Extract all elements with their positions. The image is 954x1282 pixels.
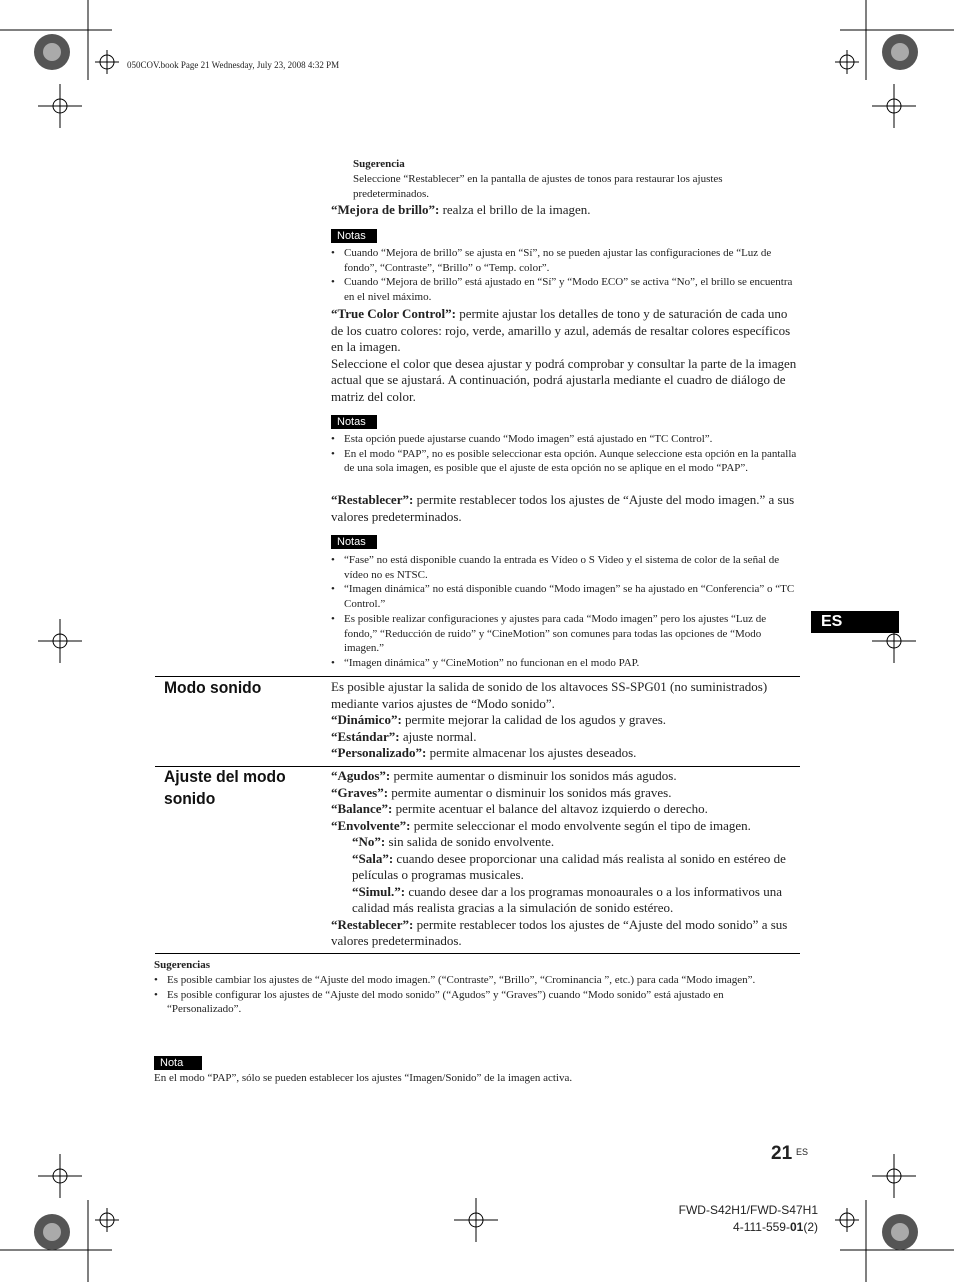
item-text: permite mejorar la calidad de los agudos y graves. — [401, 712, 667, 727]
page-suffix: ES — [796, 1147, 809, 1157]
item-label: “Sala”: — [352, 850, 394, 866]
item-text: ajuste normal. — [399, 728, 477, 744]
sugerencias-block — [154, 958, 800, 1017]
list-item: • “Imagen dinámica” y “CineMotion” no funcionan en el modo PAP. — [331, 656, 800, 671]
list-item — [331, 729, 800, 746]
notas-tag — [331, 532, 377, 550]
item-label: “Personalizado”: — [331, 745, 427, 760]
star-target-icon — [882, 1214, 918, 1250]
notas-tag — [331, 412, 377, 430]
crosshair-target-icon — [835, 1208, 859, 1232]
notas-label: Notas — [331, 229, 377, 243]
list-item — [331, 745, 800, 762]
notas-label: Notas — [331, 415, 377, 429]
crosshair-target-icon — [872, 1154, 916, 1198]
notas-tag — [331, 226, 377, 244]
crosshair-target-icon — [38, 1154, 82, 1198]
crosshair-target-icon — [38, 619, 82, 663]
mejora-brillo-item — [331, 202, 800, 219]
item-label: “Envolvente”: — [331, 817, 411, 833]
crosshair-target-icon — [835, 50, 859, 74]
star-target-icon — [34, 34, 70, 70]
ajuste-body — [331, 768, 800, 950]
code-prefix: 4-111-559- — [733, 1220, 790, 1234]
title-line: sonido — [164, 789, 216, 808]
notas-list-2 — [331, 432, 800, 476]
item-text: permite seleccionar el modo envolvente según el tipo de imagen. — [410, 817, 751, 833]
item-text: cuando desee proporcionar una calidad más realista al sonido en estéreo de películas o programas musicales. — [352, 850, 786, 882]
crosshair-target-icon — [95, 1208, 119, 1232]
list-item — [331, 917, 800, 950]
item-label: “Estándar”: — [331, 728, 400, 744]
sugerencia-block — [353, 157, 793, 202]
item-text: realza el brillo de la imagen. — [439, 202, 591, 217]
item-text: permite aumentar o disminuir los sonidos más agudos. — [390, 768, 677, 783]
item-label: “Graves”: — [331, 784, 389, 800]
item-label: “Mejora de brillo”: — [331, 202, 440, 217]
crosshair-target-icon — [95, 50, 119, 74]
list-item: • Es posible cambiar los ajustes de “Ajuste del modo imagen.” (“Contraste”, “Brillo”, “Crominancia ”, etc.) para cada “Modo imagen”. — [154, 973, 800, 988]
file-info-header: 050COV.book Page 21 Wednesday, July 23, 2008 4:32 PM — [127, 60, 340, 70]
item-label: “Restablecer”: — [331, 916, 414, 932]
section-intro: Es posible ajustar la salida de sonido de los altavoces SS-SPG01 (no suministrados) mediante varios ajustes de “Modo sonido”. — [331, 679, 768, 711]
list-item: • En el modo “PAP”, no es posible seleccionar esta opción. Aunque seleccione esta opción en la pantalla de una sola imagen, es posible que el ajuste de esta opción no se aplique en el modo “PAP”. — [331, 447, 800, 476]
crosshair-target-icon — [872, 84, 916, 128]
item-label: “True Color Control”: — [331, 306, 456, 321]
item-text: permite almacenar los ajustes deseados. — [426, 745, 637, 760]
sugerencia-text: Seleccione “Restablecer” en la pantalla de ajustes de tonos para restaurar los ajustes predeterminados. — [353, 173, 723, 200]
list-item — [331, 884, 800, 917]
item-text: permite ajustar los detalles de tono y de saturación de cada uno de los cuatro colores: rojo, verde, amarillo y azul, además de resaltar colores específicos en la imagen. — [331, 306, 791, 354]
sugerencias-title: Sugerencias — [154, 959, 211, 971]
list-item — [331, 818, 800, 835]
model-number: FWD-S42H1/FWD-S47H1 — [678, 1203, 818, 1217]
section-title-ajuste-modo-sonido — [164, 766, 286, 810]
item-label: “Dinámico”: — [331, 712, 402, 727]
star-target-icon — [34, 1214, 70, 1250]
item-label: “Simul.”: — [352, 883, 406, 899]
list-item — [331, 785, 800, 802]
nota-tag — [154, 1053, 202, 1071]
notas-label: Notas — [331, 535, 377, 549]
item-text: permite restablecer todos los ajustes de “Ajuste del modo imagen.” a sus valores predeterminados. — [331, 492, 795, 524]
true-color-control-item — [331, 306, 800, 405]
document-code — [733, 1220, 818, 1234]
section-divider — [155, 953, 800, 954]
code-suffix: (2) — [803, 1220, 818, 1234]
item-text: permite aumentar o disminuir los sonidos más graves. — [388, 784, 672, 800]
item-label: “No”: — [352, 834, 386, 849]
crosshair-target-icon — [38, 84, 82, 128]
restablecer-item — [331, 492, 800, 525]
list-item — [331, 851, 800, 884]
list-item: • Esta opción puede ajustarse cuando “Modo imagen” está ajustado en “TC Control”. — [331, 432, 800, 447]
item-label: “Restablecer”: — [331, 492, 414, 507]
item-text: cuando desee dar a los programas monoaurales o a los informativos una calidad más realista gracias a la simulación de sonido estéreo. — [352, 883, 782, 915]
page-number: 21 — [771, 1143, 793, 1164]
crosshair-target-icon — [454, 1198, 498, 1242]
item-text: permite acentuar el balance del altavoz izquierdo o derecho. — [392, 801, 708, 816]
notas-list-1 — [331, 246, 800, 305]
list-item: • “Imagen dinámica” no está disponible cuando “Modo imagen” se ha ajustado en “Conferencia” o “TC Control.” — [331, 582, 800, 611]
code-version: 01 — [789, 1220, 804, 1234]
list-item — [331, 768, 800, 785]
notas-list-3 — [331, 553, 800, 671]
title-line: Ajuste del modo — [164, 767, 286, 786]
list-item — [331, 834, 800, 851]
list-item: • Cuando “Mejora de brillo” está ajustado en “Sí” y “Modo ECO” se activa “No”, el brillo se encuentra en el nivel máximo. — [331, 275, 800, 304]
list-item: • Es posible configurar los ajustes de “Ajuste del modo sonido” (“Agudos” y “Graves”) cuando “Modo sonido” está ajustado en “Personalizado”. — [154, 988, 800, 1017]
modo-sonido-body — [331, 679, 800, 762]
list-item — [331, 801, 800, 818]
list-item: • “Fase” no está disponible cuando la entrada es Vídeo o S Video y el sistema de color de la señal de vídeo no es NTSC. — [331, 553, 800, 582]
nota-label: Nota — [154, 1056, 202, 1070]
item-label: “Agudos”: — [331, 768, 391, 783]
item-text: sin salida de sonido envolvente. — [385, 834, 555, 849]
list-item: • Cuando “Mejora de brillo” se ajusta en “Sí”, no se pueden ajustar las configuraciones de “Luz de fondo”, “Contraste”, “Brillo” o “Temp. color”. — [331, 246, 800, 275]
sugerencia-title: Sugerencia — [353, 158, 405, 170]
item-text-2: Seleccione el color que desea ajustar y podrá comprobar y consultar la parte de la imagen actual que se ajustará. A continuación, podrá ajustarla mediante el cuadro de diálogo de matriz del color. — [331, 355, 797, 404]
list-item: • Es posible realizar configuraciones y ajustes para cada “Modo imagen” pero los ajustes “Luz de fondo,” “Reducción de ruido” y “CineMotion” son comunes para todas las opciones de “Modo imagen.” — [331, 612, 800, 656]
list-item — [331, 712, 800, 729]
language-tab: ES — [811, 611, 899, 633]
nota-text: En el modo “PAP”, sólo se pueden establecer los ajustes “Imagen/Sonido” de la imagen activa. — [154, 1072, 573, 1084]
item-label: “Balance”: — [331, 801, 393, 816]
star-target-icon — [882, 34, 918, 70]
section-title-modo-sonido: Modo sonido — [164, 678, 262, 697]
item-text: permite restablecer todos los ajustes de “Ajuste del modo sonido” a sus valores predeterminados. — [331, 916, 788, 948]
